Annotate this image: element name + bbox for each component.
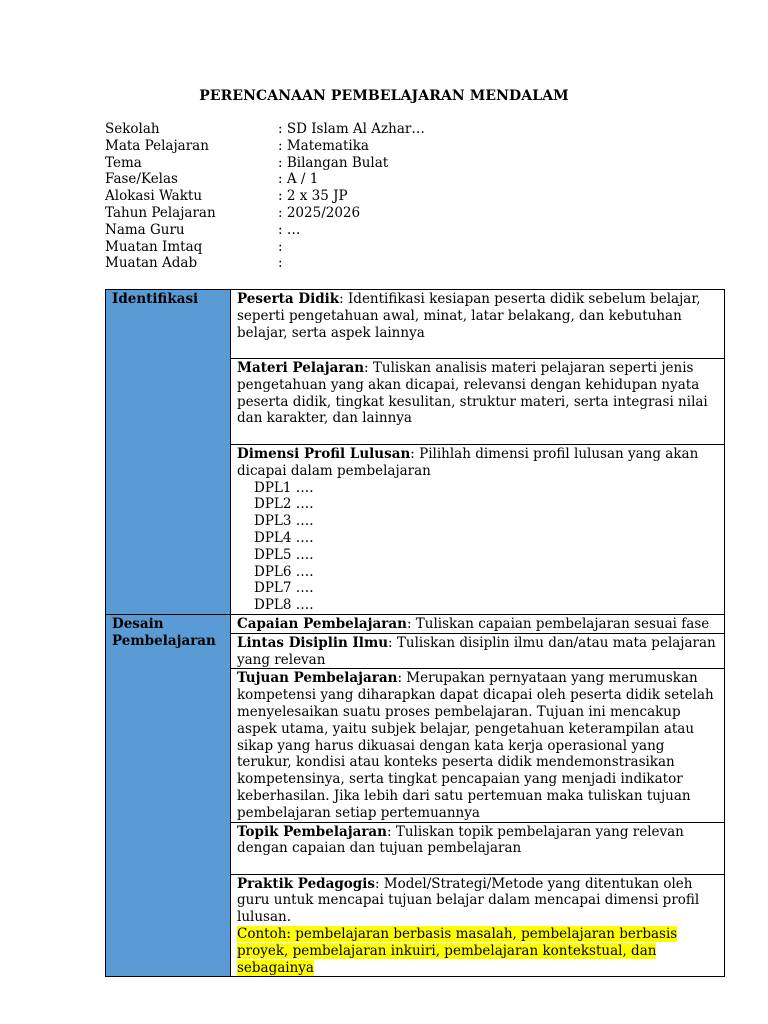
- section-identifikasi: [106, 290, 231, 615]
- info-label: Nama Guru: [105, 221, 185, 238]
- term-text: : Tuliskan topik pembelajaran yang relevan dengan capaian dan tujuan pembelajaran: [237, 823, 684, 857]
- section-label: Identifikasi: [112, 291, 199, 307]
- cell-lintas-disiplin-ilmu: [231, 633, 725, 669]
- info-label: Fase/Kelas: [105, 171, 178, 188]
- info-row-fase-kelas: [105, 171, 425, 188]
- term-text: : Tuliskan capaian pembelajaran sesuai fase: [406, 615, 710, 632]
- info-label: Mata Pelajaran: [105, 137, 209, 154]
- cell-capaian-pembelajaran: [231, 614, 725, 633]
- info-label: Muatan Adab: [105, 255, 198, 272]
- dpl-list-item: DPL5 ….: [254, 546, 314, 563]
- info-label: Sekolah: [105, 121, 160, 137]
- cell-praktik-pedagogis: [231, 874, 725, 977]
- info-row-nama-guru: [105, 222, 425, 239]
- info-value: : A / 1: [278, 171, 319, 188]
- info-row-mata-pelajaran: [105, 138, 425, 155]
- term-text: : Model/Strategi/Metode yang ditentukan oleh guru untuk mencapai tujuan belajar dalam mencapai dimensi profil lulusan.: [237, 875, 700, 926]
- lesson-plan-table: [105, 289, 725, 977]
- info-label: Tahun Pelajaran: [105, 204, 216, 221]
- section-desain-pembelajaran: [106, 614, 231, 976]
- info-label: Alokasi Waktu: [105, 188, 203, 205]
- term-label: Capaian Pembelajaran: [237, 615, 407, 632]
- info-label: Muatan Imtaq: [105, 238, 203, 255]
- dpl-list-item: DPL8 ….: [254, 597, 314, 614]
- term-label: Topik Pembelajaran: [237, 823, 387, 840]
- info-value: :: [278, 238, 283, 255]
- info-row-muatan-imtaq: [105, 239, 425, 256]
- info-value: : Bilangan Bulat: [278, 154, 389, 171]
- info-value: : Matematika: [278, 137, 369, 154]
- dpl-list-item: DPL7 ….: [254, 580, 314, 597]
- term-text: : Identifikasi kesiapan peserta didik sebelum belajar, seperti pengetahuan awal, minat, latar belakang, dan kebutuhan belajar, serta aspek lainnya: [237, 291, 701, 341]
- term-text: : Pilihlah dimensi profil lulusan yang akan dicapai dalam pembelajaran: [237, 446, 699, 479]
- highlighted-example: Contoh: pembelajaran berbasis masalah, pembelajaran berbasis proyek, pembelajaran inkuiri, pembelajaran kontekstual, dan sebagainya: [237, 925, 678, 976]
- info-row-sekolah: [105, 121, 425, 138]
- cell-tujuan-pembelajaran: [231, 669, 725, 822]
- info-row-tahun-pelajaran: [105, 205, 425, 222]
- cell-dimensi-profil-lulusan: [231, 445, 725, 615]
- info-value: : 2025/2026: [278, 204, 361, 221]
- dpl-list-item: DPL2 ….: [254, 496, 314, 513]
- term-text: : Tuliskan disiplin ilmu dan/atau mata pelajaran yang relevan: [237, 634, 716, 668]
- term-label: Materi Pelajaran: [237, 360, 365, 376]
- term-label: Dimensi Profil Lulusan: [237, 446, 411, 462]
- term-label: Praktik Pedagogis: [237, 875, 375, 892]
- cell-peserta-didik: [231, 290, 725, 359]
- table-row: [106, 290, 725, 359]
- info-row-tema: [105, 155, 425, 172]
- info-value: : 2 x 35 JP: [278, 188, 348, 205]
- info-value: :: [278, 255, 283, 272]
- info-value: : …: [278, 221, 301, 238]
- term-text: : Merupakan pernyataan yang merumuskan kompetensi yang diharapkan dapat dicapai oleh peserta didik setelah menyelesaikan suatu proses pembelajaran. Tujuan ini mencakup aspek utama, yaitu subjek belajar, pengetahuan keterampilan atau sikap yang harus dikuasai dengan kata kerja operasional yang terukur, kondisi atau konteks peserta didik mendemonstrasikan kompetensinya, serta tingkat pencapaian yang menjadi indikator keberhasilan. Jika lebih dari satu pertemuan maka tuliskan tujuan pembelajaran setiap pertemuannya: [237, 670, 714, 821]
- info-row-muatan-adab: [105, 255, 425, 272]
- section-label: Pembelajaran: [112, 632, 216, 649]
- info-block: [105, 121, 425, 272]
- term-label: Tujuan Pembelajaran: [237, 670, 398, 687]
- cell-materi-pelajaran: [231, 359, 725, 445]
- cell-topik-pembelajaran: [231, 822, 725, 874]
- term-label: Lintas Disiplin Ilmu: [237, 634, 389, 651]
- section-label: Desain: [112, 615, 164, 632]
- info-row-alokasi-waktu: [105, 188, 425, 205]
- term-label: Peserta Didik: [237, 291, 340, 307]
- info-value: : SD Islam Al Azhar…: [278, 121, 425, 137]
- dpl-list-item: DPL4 ….: [254, 529, 314, 546]
- term-text: : Tuliskan analisis materi pelajaran seperti jenis pengetahuan yang akan dicapai, relevansi dengan kehidupan nyata peserta didik, tingkat kesulitan, struktur materi, serta integrasi nilai dan karakter, dan lainnya: [237, 360, 708, 427]
- table-row: [106, 614, 725, 633]
- dpl-list-item: DPL1 ….: [254, 479, 314, 496]
- dpl-list-item: DPL3 ….: [254, 513, 314, 530]
- info-label: Tema: [105, 154, 142, 171]
- dpl-list-item: DPL6 ….: [254, 563, 314, 580]
- page-title: PERENCANAAN PEMBELAJARAN MENDALAM: [199, 88, 569, 104]
